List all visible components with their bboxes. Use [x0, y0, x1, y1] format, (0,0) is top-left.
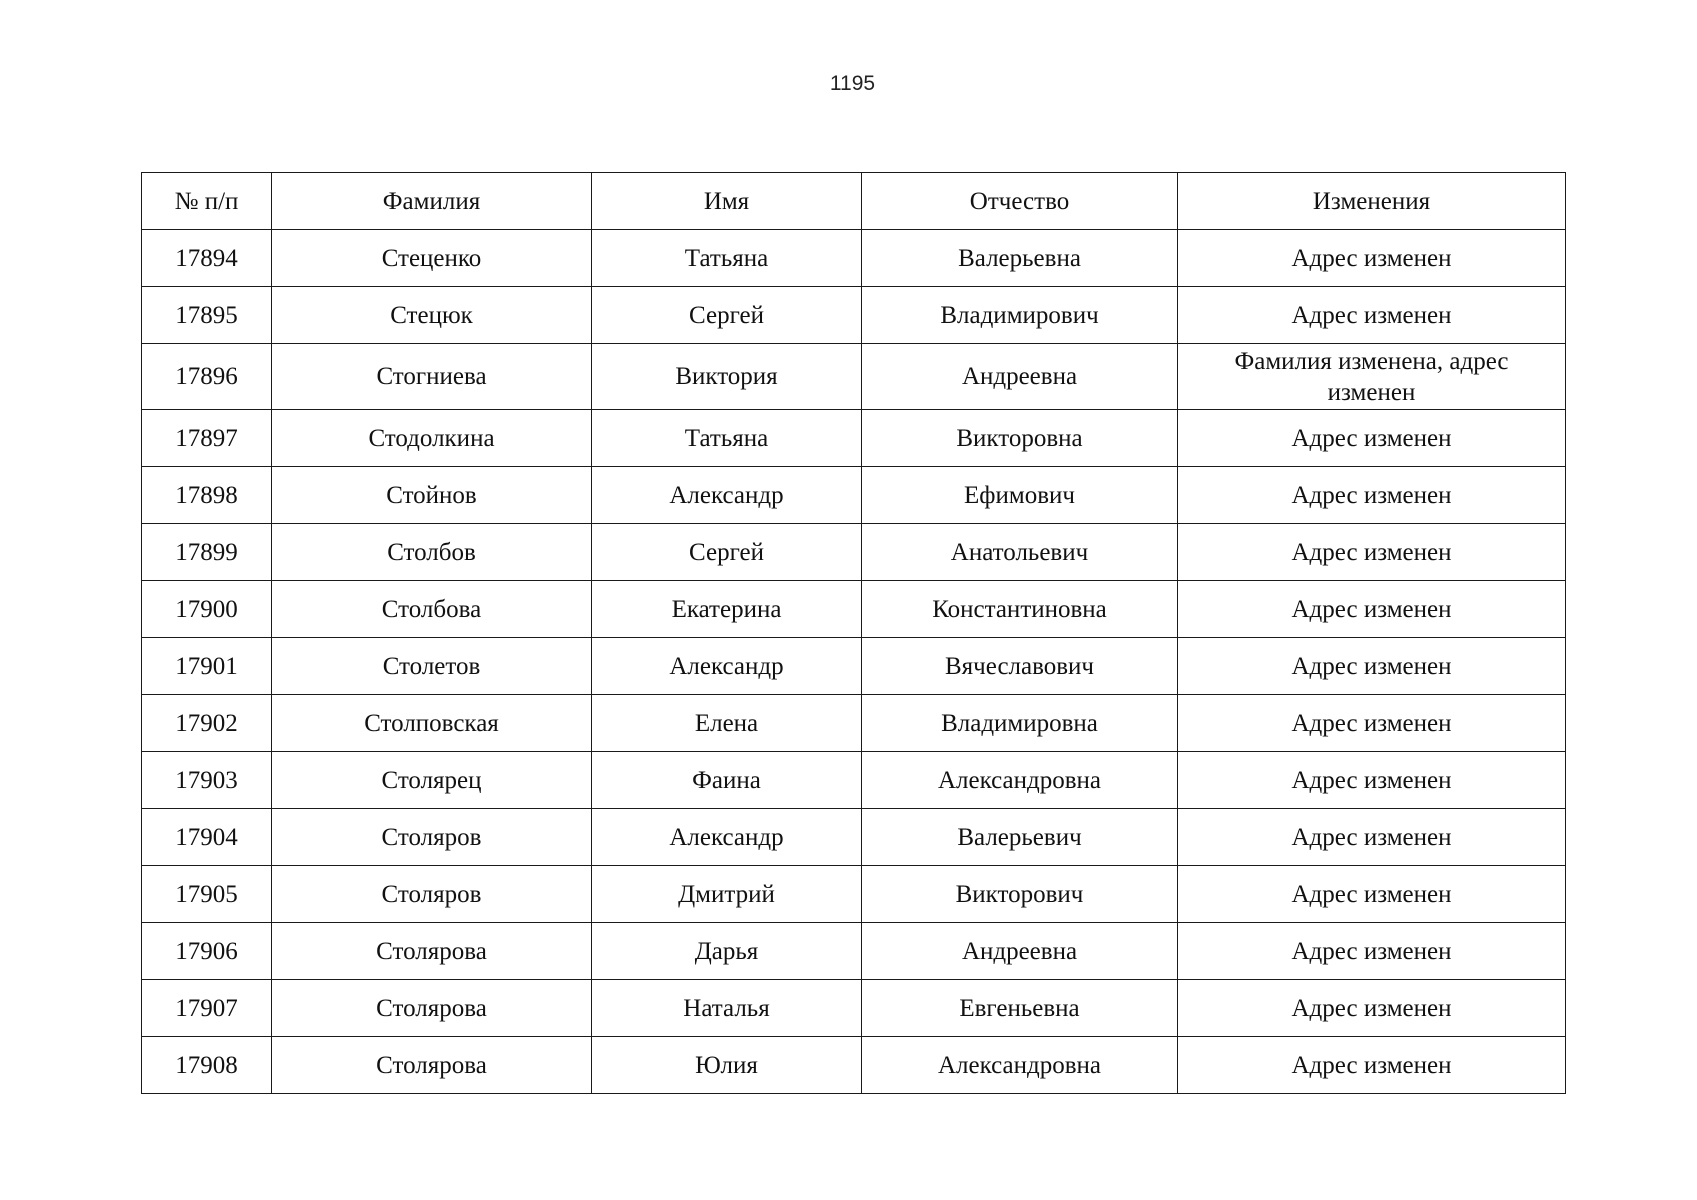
- cell-number: 17902: [142, 695, 272, 752]
- cell-changes: Адрес изменен: [1178, 638, 1566, 695]
- cell-number: 17895: [142, 287, 272, 344]
- cell-number: 17906: [142, 923, 272, 980]
- cell-patronymic: Евгеньевна: [862, 980, 1178, 1037]
- cell-first-name: Наталья: [592, 980, 862, 1037]
- cell-first-name: Елена: [592, 695, 862, 752]
- table-row: [142, 980, 1566, 1037]
- cell-changes: Адрес изменен: [1178, 467, 1566, 524]
- cell-changes: Адрес изменен: [1178, 866, 1566, 923]
- table-row: [142, 638, 1566, 695]
- cell-first-name: Александр: [592, 467, 862, 524]
- cell-last-name: Стогниева: [272, 344, 592, 410]
- cell-number: 17898: [142, 467, 272, 524]
- cell-first-name: Татьяна: [592, 410, 862, 467]
- cell-patronymic: Валерьевич: [862, 809, 1178, 866]
- cell-number: 17903: [142, 752, 272, 809]
- cell-last-name: Стецюк: [272, 287, 592, 344]
- cell-changes: Фамилия изменена, адрес изменен: [1178, 344, 1566, 410]
- cell-last-name: Столярова: [272, 923, 592, 980]
- cell-number: 17899: [142, 524, 272, 581]
- table-row: [142, 581, 1566, 638]
- cell-first-name: Виктория: [592, 344, 862, 410]
- cell-patronymic: Александровна: [862, 752, 1178, 809]
- table-row: [142, 923, 1566, 980]
- cell-last-name: Столповская: [272, 695, 592, 752]
- page-number: 1195: [829, 72, 876, 95]
- cell-number: 17896: [142, 344, 272, 410]
- cell-patronymic: Анатольевич: [862, 524, 1178, 581]
- cell-last-name: Столбов: [272, 524, 592, 581]
- table-row: [142, 344, 1566, 410]
- registry-table: [141, 172, 1566, 1094]
- cell-last-name: Столярец: [272, 752, 592, 809]
- cell-first-name: Фаина: [592, 752, 862, 809]
- cell-last-name: Столярова: [272, 1037, 592, 1094]
- cell-last-name: Столярова: [272, 980, 592, 1037]
- cell-last-name: Столяров: [272, 809, 592, 866]
- table-row: [142, 287, 1566, 344]
- table-row: [142, 1037, 1566, 1094]
- cell-number: 17901: [142, 638, 272, 695]
- cell-changes: Адрес изменен: [1178, 230, 1566, 287]
- cell-first-name: Дарья: [592, 923, 862, 980]
- cell-changes: Адрес изменен: [1178, 524, 1566, 581]
- column-header-first-name: Имя: [592, 173, 862, 230]
- cell-number: 17905: [142, 866, 272, 923]
- cell-changes: Адрес изменен: [1178, 410, 1566, 467]
- cell-number: 17908: [142, 1037, 272, 1094]
- cell-first-name: Александр: [592, 809, 862, 866]
- cell-changes: Адрес изменен: [1178, 809, 1566, 866]
- table-row: [142, 524, 1566, 581]
- cell-last-name: Столетов: [272, 638, 592, 695]
- cell-patronymic: Александровна: [862, 1037, 1178, 1094]
- table-row: [142, 866, 1566, 923]
- cell-first-name: Сергей: [592, 287, 862, 344]
- cell-first-name: Юлия: [592, 1037, 862, 1094]
- cell-patronymic: Андреевна: [862, 344, 1178, 410]
- table-row: [142, 809, 1566, 866]
- cell-changes: Адрес изменен: [1178, 980, 1566, 1037]
- table-row: [142, 230, 1566, 287]
- cell-changes: Адрес изменен: [1178, 287, 1566, 344]
- cell-last-name: Стеценко: [272, 230, 592, 287]
- column-header-patronymic: Отчество: [862, 173, 1178, 230]
- cell-patronymic: Владимировна: [862, 695, 1178, 752]
- cell-first-name: Дмитрий: [592, 866, 862, 923]
- cell-changes: Адрес изменен: [1178, 581, 1566, 638]
- cell-last-name: Столбова: [272, 581, 592, 638]
- cell-number: 17904: [142, 809, 272, 866]
- cell-number: 17907: [142, 980, 272, 1037]
- table-row: [142, 467, 1566, 524]
- cell-first-name: Сергей: [592, 524, 862, 581]
- column-header-last-name: Фамилия: [272, 173, 592, 230]
- cell-number: 17900: [142, 581, 272, 638]
- cell-patronymic: Викторович: [862, 866, 1178, 923]
- cell-number: 17894: [142, 230, 272, 287]
- table-row: [142, 752, 1566, 809]
- table-row: [142, 410, 1566, 467]
- cell-last-name: Стодолкина: [272, 410, 592, 467]
- cell-number: 17897: [142, 410, 272, 467]
- cell-patronymic: Константиновна: [862, 581, 1178, 638]
- cell-last-name: Стойнов: [272, 467, 592, 524]
- cell-changes: Адрес изменен: [1178, 1037, 1566, 1094]
- cell-changes: Адрес изменен: [1178, 752, 1566, 809]
- cell-patronymic: Викторовна: [862, 410, 1178, 467]
- cell-first-name: Екатерина: [592, 581, 862, 638]
- cell-patronymic: Валерьевна: [862, 230, 1178, 287]
- table-body: [142, 230, 1566, 1094]
- cell-first-name: Татьяна: [592, 230, 862, 287]
- cell-patronymic: Владимирович: [862, 287, 1178, 344]
- cell-patronymic: Вячеславович: [862, 638, 1178, 695]
- cell-changes: Адрес изменен: [1178, 923, 1566, 980]
- cell-patronymic: Ефимович: [862, 467, 1178, 524]
- cell-patronymic: Андреевна: [862, 923, 1178, 980]
- header-row: [142, 173, 1566, 230]
- cell-changes: Адрес изменен: [1178, 695, 1566, 752]
- column-header-changes: Изменения: [1178, 173, 1566, 230]
- cell-first-name: Александр: [592, 638, 862, 695]
- table-row: [142, 695, 1566, 752]
- cell-last-name: Столяров: [272, 866, 592, 923]
- column-header-number: № п/п: [142, 173, 272, 230]
